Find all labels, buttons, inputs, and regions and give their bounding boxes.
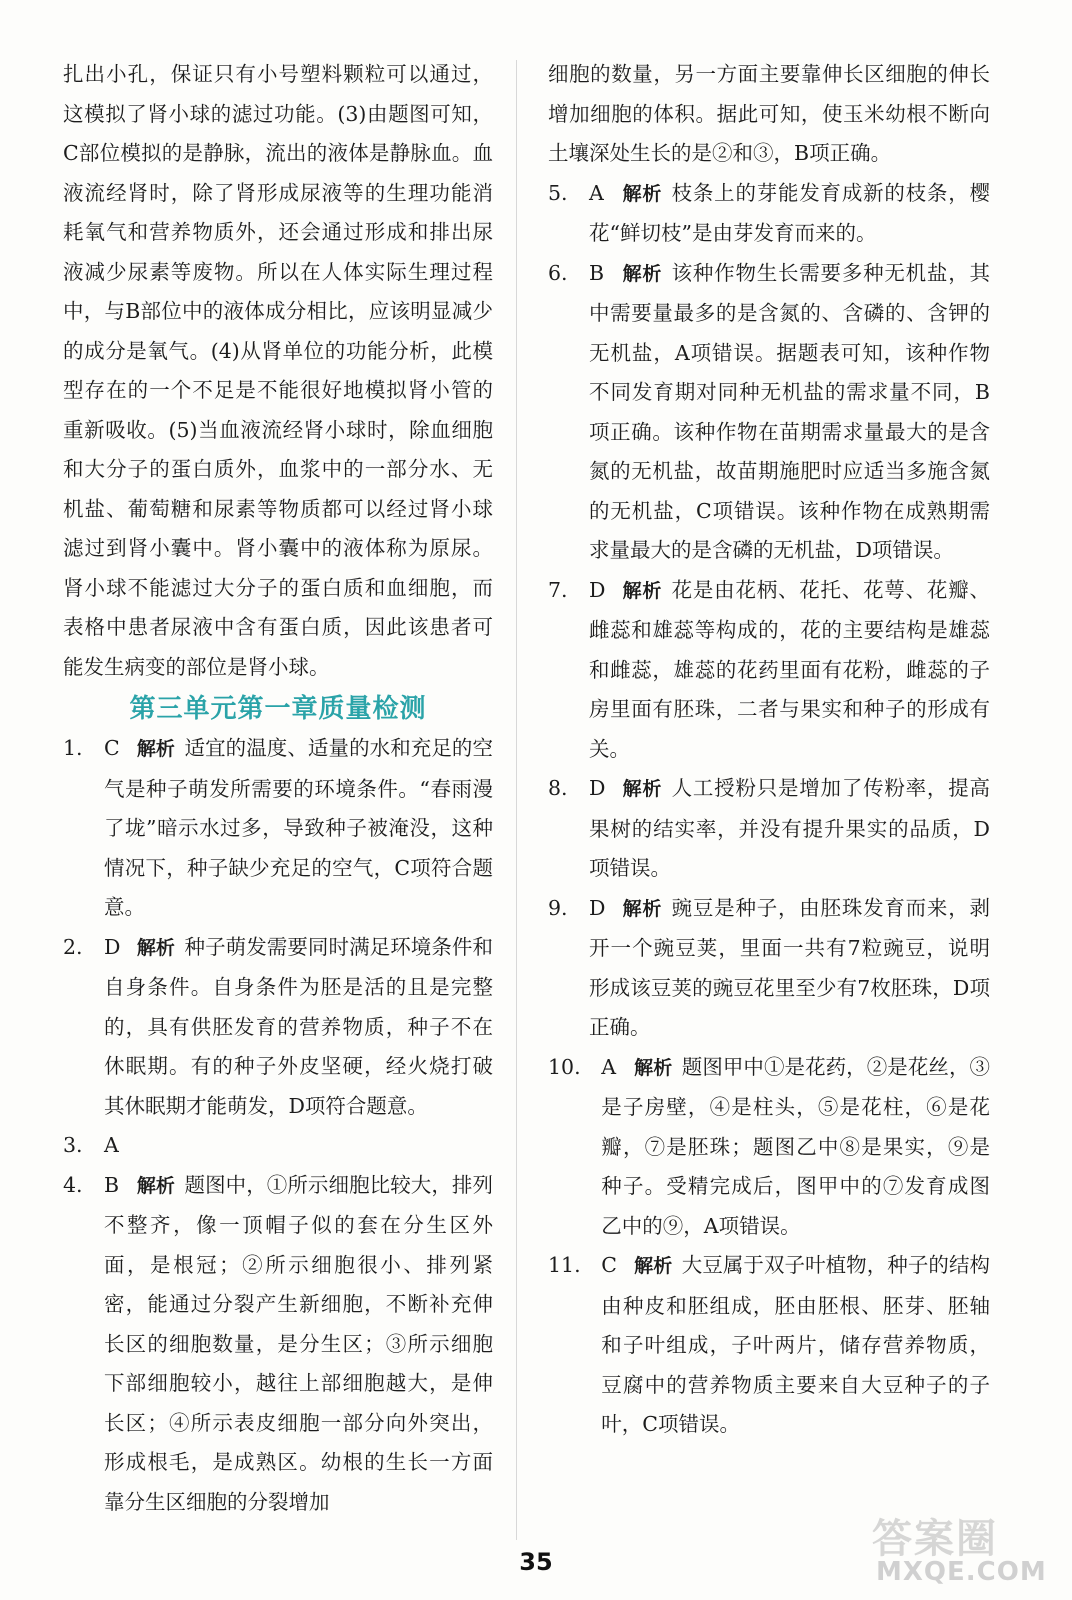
analysis-tag: 解析 — [621, 897, 663, 920]
item-answer: A — [104, 1133, 119, 1157]
answer-item-2 — [63, 928, 493, 1127]
analysis-tag: 解析 — [621, 182, 663, 205]
answer-item-3 — [63, 1126, 493, 1166]
item-answer: D — [104, 934, 121, 959]
analysis-tag: 解析 — [621, 262, 663, 285]
right-continuation-paragraph: 细胞的数量，另一方面主要靠伸长区细胞的伸长增加细胞的体积。据此可知，使玉米幼根不断向土壤深处生长的是②和③，B项正确。 — [548, 62, 990, 165]
left-continuation-paragraph: 扎出小孔，保证只有小号塑料颗粒可以通过，这模拟了肾小球的滤过功能。(3)由题图可知，C部位模拟的是静脉，流出的液体是静脉血。血液流经肾时，除了肾形成尿液等的生理功能消耗氧气和营养物质外，还会通过形成和排出尿液减少尿素等废物。所以在人体实际生理过程中，与B部位中的液体成分相比，应该明显减少的成分是氧气。(4)从肾单位的功能分析，此模型存在的一个不足是不能很好地模拟肾小管的重新吸收。(5)当血液流经肾小球时，除血细胞和大分子的蛋白质外，血浆中的一部分水、无机盐、葡萄糖和尿素等物质都可以经过肾小球滤过到肾小囊中。肾小囊中的液体称为原尿。肾小球不能滤过大分子的蛋白质和血细胞，而表格中患者尿液中含有蛋白质，因此该患者可能发生病变的部位是肾小球。 — [63, 62, 493, 679]
item-number: 10. — [548, 1054, 581, 1079]
watermark-logo — [854, 1505, 1054, 1595]
item-answer: A — [601, 1054, 617, 1079]
answer-item-1 — [63, 729, 493, 928]
item-explanation: 豌豆是种子，由胚珠发育而来，剥开一个豌豆荚，里面一共有7粒豌豆，说明形成该豆荚的豌豆花里至少有7枚胚珠，D项正确。 — [589, 895, 990, 1039]
item-explanation: 枝条上的芽能发育成新的枝条，樱花“鲜切枝”是由芽发育而来的。 — [589, 180, 990, 245]
item-explanation: 该种作物生长需要多种无机盐，其中需要量最多的是含氮的、含磷的、含钾的无机盐，A项错误。据题表可知，该种作物不同发育期对同种无机盐的需求量不同，B项正确。该种作物在苗期需求量最大的是含氮的无机盐，故苗期施肥时应适当多施含氮的无机盐，C项错误。该种作物在成熟期需求量最大的是含磷的无机盐，D项错误。 — [589, 260, 990, 562]
item-answer: D — [589, 895, 606, 920]
answer-item-5 — [548, 174, 990, 254]
item-answer: D — [589, 577, 606, 602]
watermark-bottom-text: MXQE.COM — [876, 1557, 1047, 1587]
analysis-tag: 解析 — [136, 738, 176, 760]
answer-item-8 — [548, 769, 990, 889]
left-column — [63, 55, 493, 1522]
page-number: 35 — [519, 1548, 553, 1576]
watermark-top-text: 答案圈 — [872, 1516, 998, 1562]
item-number: 9. — [548, 895, 568, 920]
item-number: 8. — [548, 776, 568, 800]
item-number: 3. — [63, 1133, 83, 1157]
item-number: 7. — [548, 577, 568, 602]
item-answer: D — [589, 776, 606, 800]
item-number: 4. — [63, 1172, 83, 1197]
analysis-tag: 解析 — [634, 1056, 673, 1079]
item-number: 1. — [63, 736, 83, 760]
item-number: 6. — [548, 260, 568, 285]
item-explanation: 大豆属于双子叶植物，种子的结构由种皮和胚组成，胚由胚根、胚芽、胚轴和子叶组成，子叶两片，储存营养物质，豆腐中的营养物质主要来自大豆种子的子叶，C项错误。 — [601, 1253, 990, 1436]
item-answer: C — [601, 1253, 617, 1277]
analysis-tag: 解析 — [634, 1255, 673, 1277]
answer-item-11 — [548, 1246, 990, 1445]
item-number: 2. — [63, 934, 83, 959]
item-number: 5. — [548, 180, 568, 205]
answer-item-6 — [548, 254, 990, 571]
answer-item-7 — [548, 571, 990, 770]
answer-item-9 — [548, 889, 990, 1048]
item-explanation: 题图甲中①是花药，②是花丝，③是子房壁，④是柱头，⑤是花柱，⑥是花瓣，⑦是胚珠；题图乙中⑧是果实，⑨是种子。受精完成后，图甲中的⑦发育成图乙中的⑨，A项错误。 — [601, 1054, 990, 1238]
item-explanation: 花是由花柄、花托、花萼、花瓣、雌蕊和雄蕊等构成的，花的主要结构是雄蕊和雌蕊，雄蕊的花药里面有花粉，雌蕊的子房里面有胚珠，二者与果实和种子的形成有关。 — [589, 577, 990, 761]
section-title: 第三单元第一章质量检测 — [129, 694, 427, 724]
item-number: 11. — [548, 1253, 581, 1277]
item-explanation: 适宜的温度、适量的水和充足的空气是种子萌发所需要的环境条件。“春雨漫了垅”暗示水过多，导致种子被淹没，这种情况下，种子缺少充足的空气，C项符合题意。 — [104, 736, 493, 919]
answer-item-10 — [548, 1048, 990, 1247]
analysis-tag: 解析 — [621, 778, 663, 800]
analysis-tag: 解析 — [136, 1174, 176, 1197]
analysis-tag: 解析 — [621, 579, 663, 602]
item-explanation: 人工授粉只是增加了传粉率，提高果树的结实率，并没有提升果实的品质，D项错误。 — [589, 776, 990, 880]
analysis-tag: 解析 — [136, 936, 176, 959]
item-answer: B — [104, 1172, 120, 1197]
item-explanation: 题图中，①所示细胞比较大，排列不整齐，像一顶帽子似的套在分生区外面，是根冠；②所示细胞很小、排列紧密，能通过分裂产生新细胞，不断补充伸长区的细胞数量，是分生区；③所示细胞下部细胞较小，越往上部细胞越大，是伸长区；④所示表皮细胞一部分向外突出，形成根毛，是成熟区。幼根的生长一方面靠分生区细胞的分裂增加 — [104, 1172, 493, 1514]
item-answer: B — [589, 260, 605, 285]
answer-item-4 — [63, 1166, 493, 1523]
item-answer: A — [589, 180, 604, 205]
right-column — [548, 55, 990, 1445]
item-explanation: 种子萌发需要同时满足环境条件和自身条件。自身条件为胚是活的且是完整的，具有供胚发育的营养物质，种子不在休眠期。有的种子外皮坚硬，经火烧打破其休眠期才能萌发，D项符合题意。 — [104, 934, 493, 1118]
column-divider — [516, 60, 517, 1540]
item-answer: C — [104, 736, 120, 760]
